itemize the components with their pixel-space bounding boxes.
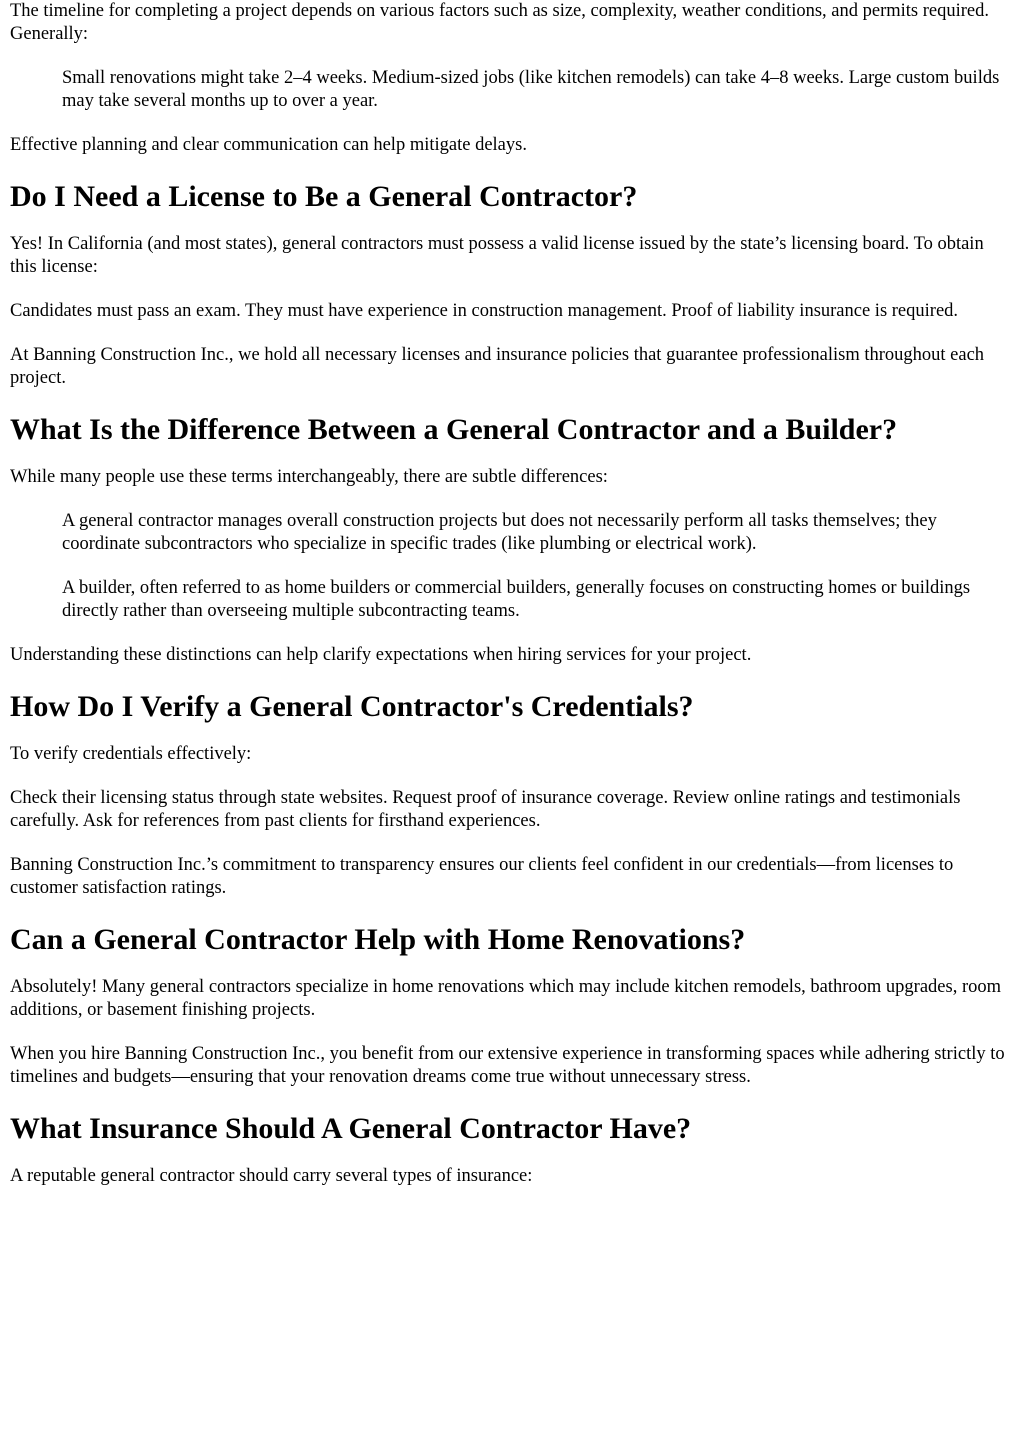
difference-heading: What Is the Difference Between a General Contractor and a Builder?	[10, 413, 898, 446]
license-heading: Do I Need a License to Be a General Contractor?	[10, 180, 638, 213]
difference-quote-contractor: A general contractor manages overall construction projects but does not necessarily perform all tasks themselves; they coordinate subcontractors who specialize in specific trades (like plumbing or electrical work).	[62, 511, 937, 554]
license-paragraph-3: At Banning Construction Inc., we hold all necessary licenses and insurance policies that guarantee professionalism throughout each project.	[10, 345, 985, 388]
renovations-paragraph-1: Absolutely! Many general contractors specialize in home renovations which may include kitchen remodels, bathroom upgrades, room additions, or basement finishing projects.	[10, 977, 1001, 1020]
insurance-paragraph-1: A reputable general contractor should carry several types of insurance:	[10, 1166, 533, 1186]
difference-paragraph-2: Understanding these distinctions can help clarify expectations when hiring services for your project.	[10, 645, 752, 665]
difference-quote-builder: A builder, often referred to as home builders or commercial builders, generally focuses on constructing homes or buildings directly rather than overseeing multiple subcontracting teams.	[62, 578, 971, 621]
timeline-quote-text: Small renovations might take 2–4 weeks. Medium-sized jobs (like kitchen remodels) can take 4–8 weeks. Large custom builds may take several months up to over a year.	[62, 68, 1000, 111]
renovations-heading: Can a General Contractor Help with Home Renovations?	[10, 923, 746, 956]
verify-paragraph-3: Banning Construction Inc.’s commitment to transparency ensures our clients feel confident in our credentials—from licenses to customer satisfaction ratings.	[10, 855, 954, 898]
verify-paragraph-2: Check their licensing status through state websites. Request proof of insurance coverage. Review online ratings and testimonials carefully. Ask for references from past clients for firsthand experiences.	[10, 788, 961, 831]
intro-paragraph: The timeline for completing a project depends on various factors such as size, complexity, weather conditions, and permits required. Generally:	[10, 1, 990, 44]
planning-paragraph: Effective planning and clear communication can help mitigate delays.	[10, 135, 527, 155]
difference-paragraph-1: While many people use these terms interchangeably, there are subtle differences:	[10, 467, 608, 487]
renovations-paragraph-2: When you hire Banning Construction Inc., you benefit from our extensive experience in transforming spaces while adhering strictly to timelines and budgets—ensuring that your renovation dreams come true without unnecessary stress.	[10, 1044, 1005, 1087]
verify-paragraph-1: To verify credentials effectively:	[10, 744, 252, 764]
verify-heading: How Do I Verify a General Contractor's Credentials?	[10, 690, 694, 723]
timeline-quote	[62, 67, 1014, 113]
insurance-heading: What Insurance Should A General Contractor Have?	[10, 1112, 692, 1145]
license-paragraph-1: Yes! In California (and most states), general contractors must possess a valid license issued by the state’s licensing board. To obtain this license:	[10, 234, 984, 277]
difference-quote	[62, 510, 1014, 623]
license-paragraph-2: Candidates must pass an exam. They must have experience in construction management. Proof of liability insurance is required.	[10, 301, 959, 321]
